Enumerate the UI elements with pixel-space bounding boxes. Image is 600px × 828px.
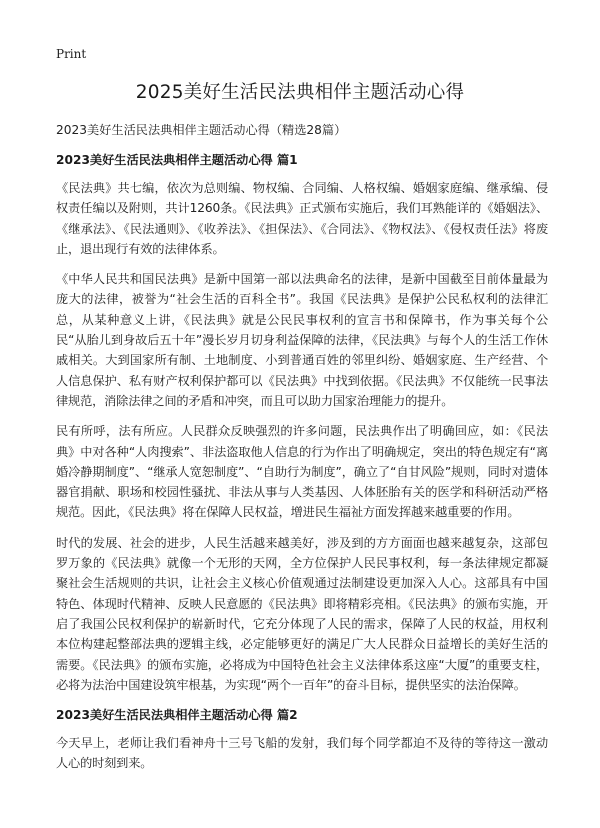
article-subtitle: 2023美好生活民法典相伴主题活动心得（精选28篇） xyxy=(56,123,347,137)
section-heading-2: 2023美好生活民法典相伴主题活动心得 篇2 xyxy=(56,708,298,723)
page-title: 2025美好生活民法典相伴主题活动心得 xyxy=(135,82,465,103)
article-body xyxy=(56,150,548,774)
paragraph: 今天早上，老师让我们看神舟十三号飞船的发射，我们每个同学都迫不及待的等待这一激动人心的时刻到来。 xyxy=(56,736,548,771)
section-heading-1: 2023美好生活民法典相伴主题活动心得 篇1 xyxy=(56,153,298,167)
paragraph: 《民法典》共七编，依次为总则编、物权编、合同编、人格权编、婚姻家庭编、继承编、侵权责任编以及附则，共计1260条。《民法典》正式颁布实施后，我们耳熟能详的《婚姻法》、《继承法》、《民法通则》、《收养法》、《担保法》、《合同法》、《物权法》、《侵权责任法》将废止，退出现行有效的法律体系。 xyxy=(56,181,548,256)
paragraph: 《中华人民共和国民法典》是新中国第一部以法典命名的法律，是新中国截至目前体量最为庞大的法律，被誉为“社会生活的百科全书”。我国《民法典》是保护公民私权利的法律汇总，从某种意义上讲，《民法典》就是公民民事权利的宣言书和保障书，作为事关每个公民“从胎儿到身故后五十年”漫长岁月切身利益保障的法律，《民法典》与每个人的生活工作休戚相关。大到国家所有制、土地制度、小到普通百姓的邻里纠纷、婚姻家庭、生产经营、个人信息保护、私有财产权利保护都可以《民法典》中找到依据。《民法典》不仅能统一民事法律规范，消除法律之间的矛盾和冲突，而且可以助力国家治理能力的提升。 xyxy=(56,272,548,408)
paragraph: 民有所呼，法有所应。人民群众反映强烈的许多问题，民法典作出了明确回应，如：《民法典》中对各种“人肉搜索”、非法盗取他人信息的行为作出了明确规定，突出的特色规定有“离婚冷静期制度”、“继承人宽恕制度”、“自助行为制度”，确立了“自甘风险”规则，同时对遗体器官捐献、职场和校园性骚扰、非法从事与人类基因、人体胚胎有关的医学和科研活动严格规范。因此，《民法典》将在保障人民权益，增进民生福祉方面发挥越来越重要的作用。 xyxy=(56,424,548,520)
print-link[interactable]: Print xyxy=(56,47,87,61)
paragraph: 时代的发展、社会的进步，人民生活越来越美好，涉及到的方方面面也越来越复杂，这部包罗万象的《民法典》就像一个无形的天网，全方位保护人民民事权利，每一条法律规定都凝聚社会生活规则的共识，让社会主义核心价值观通过法制建设更加深入人心。这部具有中国特色、体现时代精神、反映人民意愿的《民法典》即将精彩亮相。《民法典》的颁布实施，开启了我国公民权利保护的崭新时代，它充分体现了人民的需求，保障了人民的权益，用权利本位构建起整部法典的逻辑主线，必定能够更好的满足广大人民群众日益增长的美好生活的需要。《民法典》的颁布实施，必将成为中国特色社会主义法律体系这座“大厦”的重要支柱，必将为法治中国建设筑牢根基，为实现“两个一百年”的奋斗目标，提供坚实的法治保障。 xyxy=(56,535,548,692)
